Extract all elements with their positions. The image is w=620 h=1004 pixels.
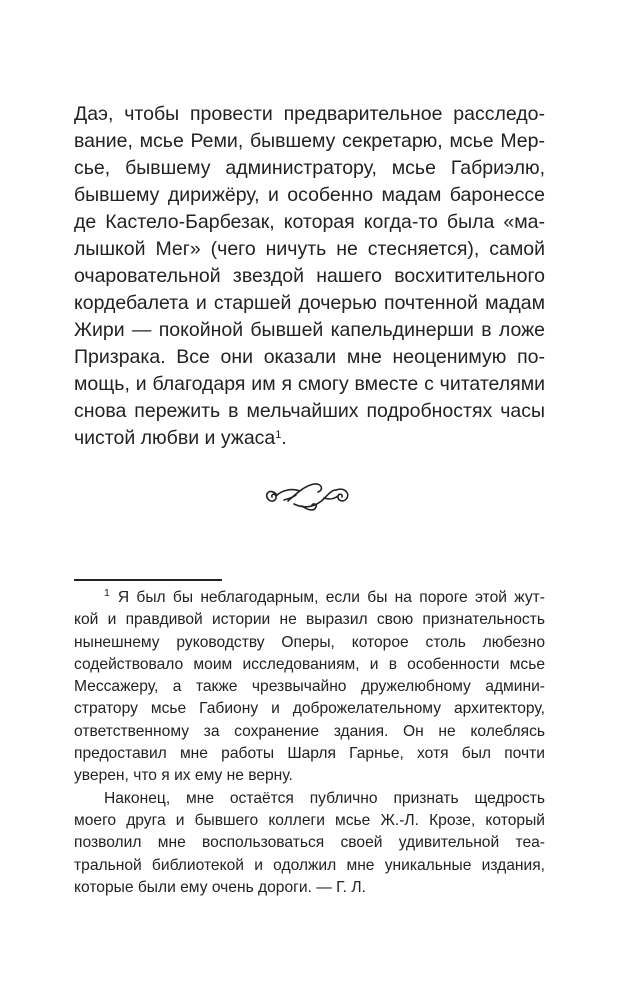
body-text xyxy=(74,101,545,452)
footnote-line: стратору мсье Габиону и доброжелательному архитектору, xyxy=(74,700,545,718)
body-line: сье, бывшему администратору, мсье Габриэлю, xyxy=(74,157,545,179)
body-line: лышкой Мег» (чего ничуть не стесняется), самой xyxy=(74,238,545,260)
footnote-line: позволил мне воспользоваться своей удивительной теа- xyxy=(74,834,545,852)
footnote-number: 1 xyxy=(104,586,110,599)
body-line-text: чистой любви и ужаса xyxy=(74,427,276,449)
body-line-last: чистой любви и ужаса$^1$. xyxy=(74,427,287,449)
footnote-line-text: Я был бы неблагодарным, если бы на пороге этой жут- xyxy=(117,589,545,606)
footnote-line xyxy=(74,587,545,609)
footnote-separator xyxy=(74,579,222,581)
footnote-line: Мессажеру, а также чрезвычайно дружелюбному админи- xyxy=(74,678,545,696)
footnote-line: предоставил мне работы Шарля Гарнье, хотя был почти xyxy=(74,745,545,763)
footnote-line: ответственному за сохранение здания. Он не колеблясь xyxy=(74,722,545,740)
body-line: мощь, и благодаря им я смогу вместе с читателями xyxy=(74,373,545,395)
body-line: Даэ, чтобы провести предварительное расследо- xyxy=(74,103,545,125)
footnote-reference[interactable]: 1 xyxy=(275,428,282,441)
footnote-line: нынешнему руководству Оперы, которое столь любезно xyxy=(74,633,545,651)
footnote-line: тральной библиотекой и одолжил мне уникальные издания, xyxy=(74,856,545,874)
body-line: Жири — покойной бывшей капельдинерши в ложе xyxy=(74,319,545,341)
body-line: очаровательной звездой нашего восхитительного xyxy=(74,265,545,287)
footnote-line: уверен, что я их ему не верну. xyxy=(74,767,293,785)
fleuron-ornament-icon xyxy=(262,474,352,516)
body-line: де Кастело-Барбезак, которая когда-то была «ма- xyxy=(74,211,545,233)
footnote-line: которые были ему очень дороги. — Г. Л. xyxy=(74,878,366,896)
body-line: вание, мсье Реми, бывшему секретарю, мсье Мер- xyxy=(74,130,545,152)
footnote-line: кой и правдивой истории не выразил свою признательность xyxy=(74,611,545,629)
footnote-line: Наконец, мне остаётся публично признать щедрость xyxy=(104,789,545,807)
footnote-line: моего друга и бывшего коллеги мсье Ж.-Л. Крозе, который xyxy=(74,811,545,829)
footnote-line: содействовало моим исследованиям, и в особенности мсье xyxy=(74,655,545,673)
body-line: Призрака. Все они оказали мне неоценимую по- xyxy=(74,346,545,368)
body-line: бывшему дирижёру, и особенно мадам баронессе xyxy=(74,184,545,206)
body-line: кордебалета и старшей дочерью почтенной мадам xyxy=(74,292,545,314)
footnote xyxy=(74,587,545,899)
body-line: снова пережить в мельчайших подробностях часы xyxy=(74,400,545,422)
